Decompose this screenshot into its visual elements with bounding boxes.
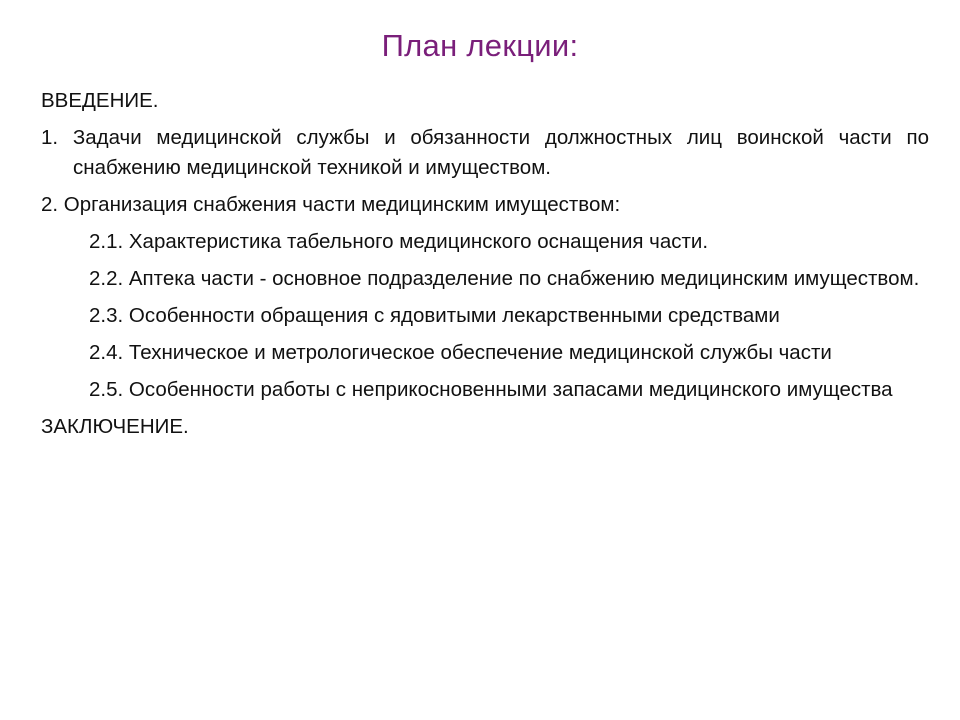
list-item-2-4: 2.4. Техническое и метрологическое обеспечение медицинской службы части xyxy=(89,341,832,364)
list-item-2-5: 2.5. Особенности работы с неприкосновенными запасами медицинского имущества xyxy=(89,378,893,401)
lecture-plan-list xyxy=(41,86,929,449)
list-item-2: 2. Организация снабжения части медицинским имуществом: xyxy=(41,193,621,216)
list-item-conclusion: ЗАКЛЮЧЕНИЕ. xyxy=(41,415,189,438)
list-item-1: 1. Задачи медицинской службы и обязанности должностных лиц воинской части по снабжению медицинской техникой и имуществом. xyxy=(41,126,929,179)
list-item-introduction: ВВЕДЕНИЕ. xyxy=(41,89,159,112)
list-item-2-2: 2.2. Аптека части - основное подразделение по снабжению медицинским имуществом. xyxy=(89,267,920,290)
list-item-2-1: 2.1. Характеристика табельного медицинского оснащения части. xyxy=(89,230,709,253)
list-item-2-3: 2.3. Особенности обращения с ядовитыми лекарственными средствами xyxy=(89,304,780,327)
slide-title: План лекции: xyxy=(381,28,579,63)
